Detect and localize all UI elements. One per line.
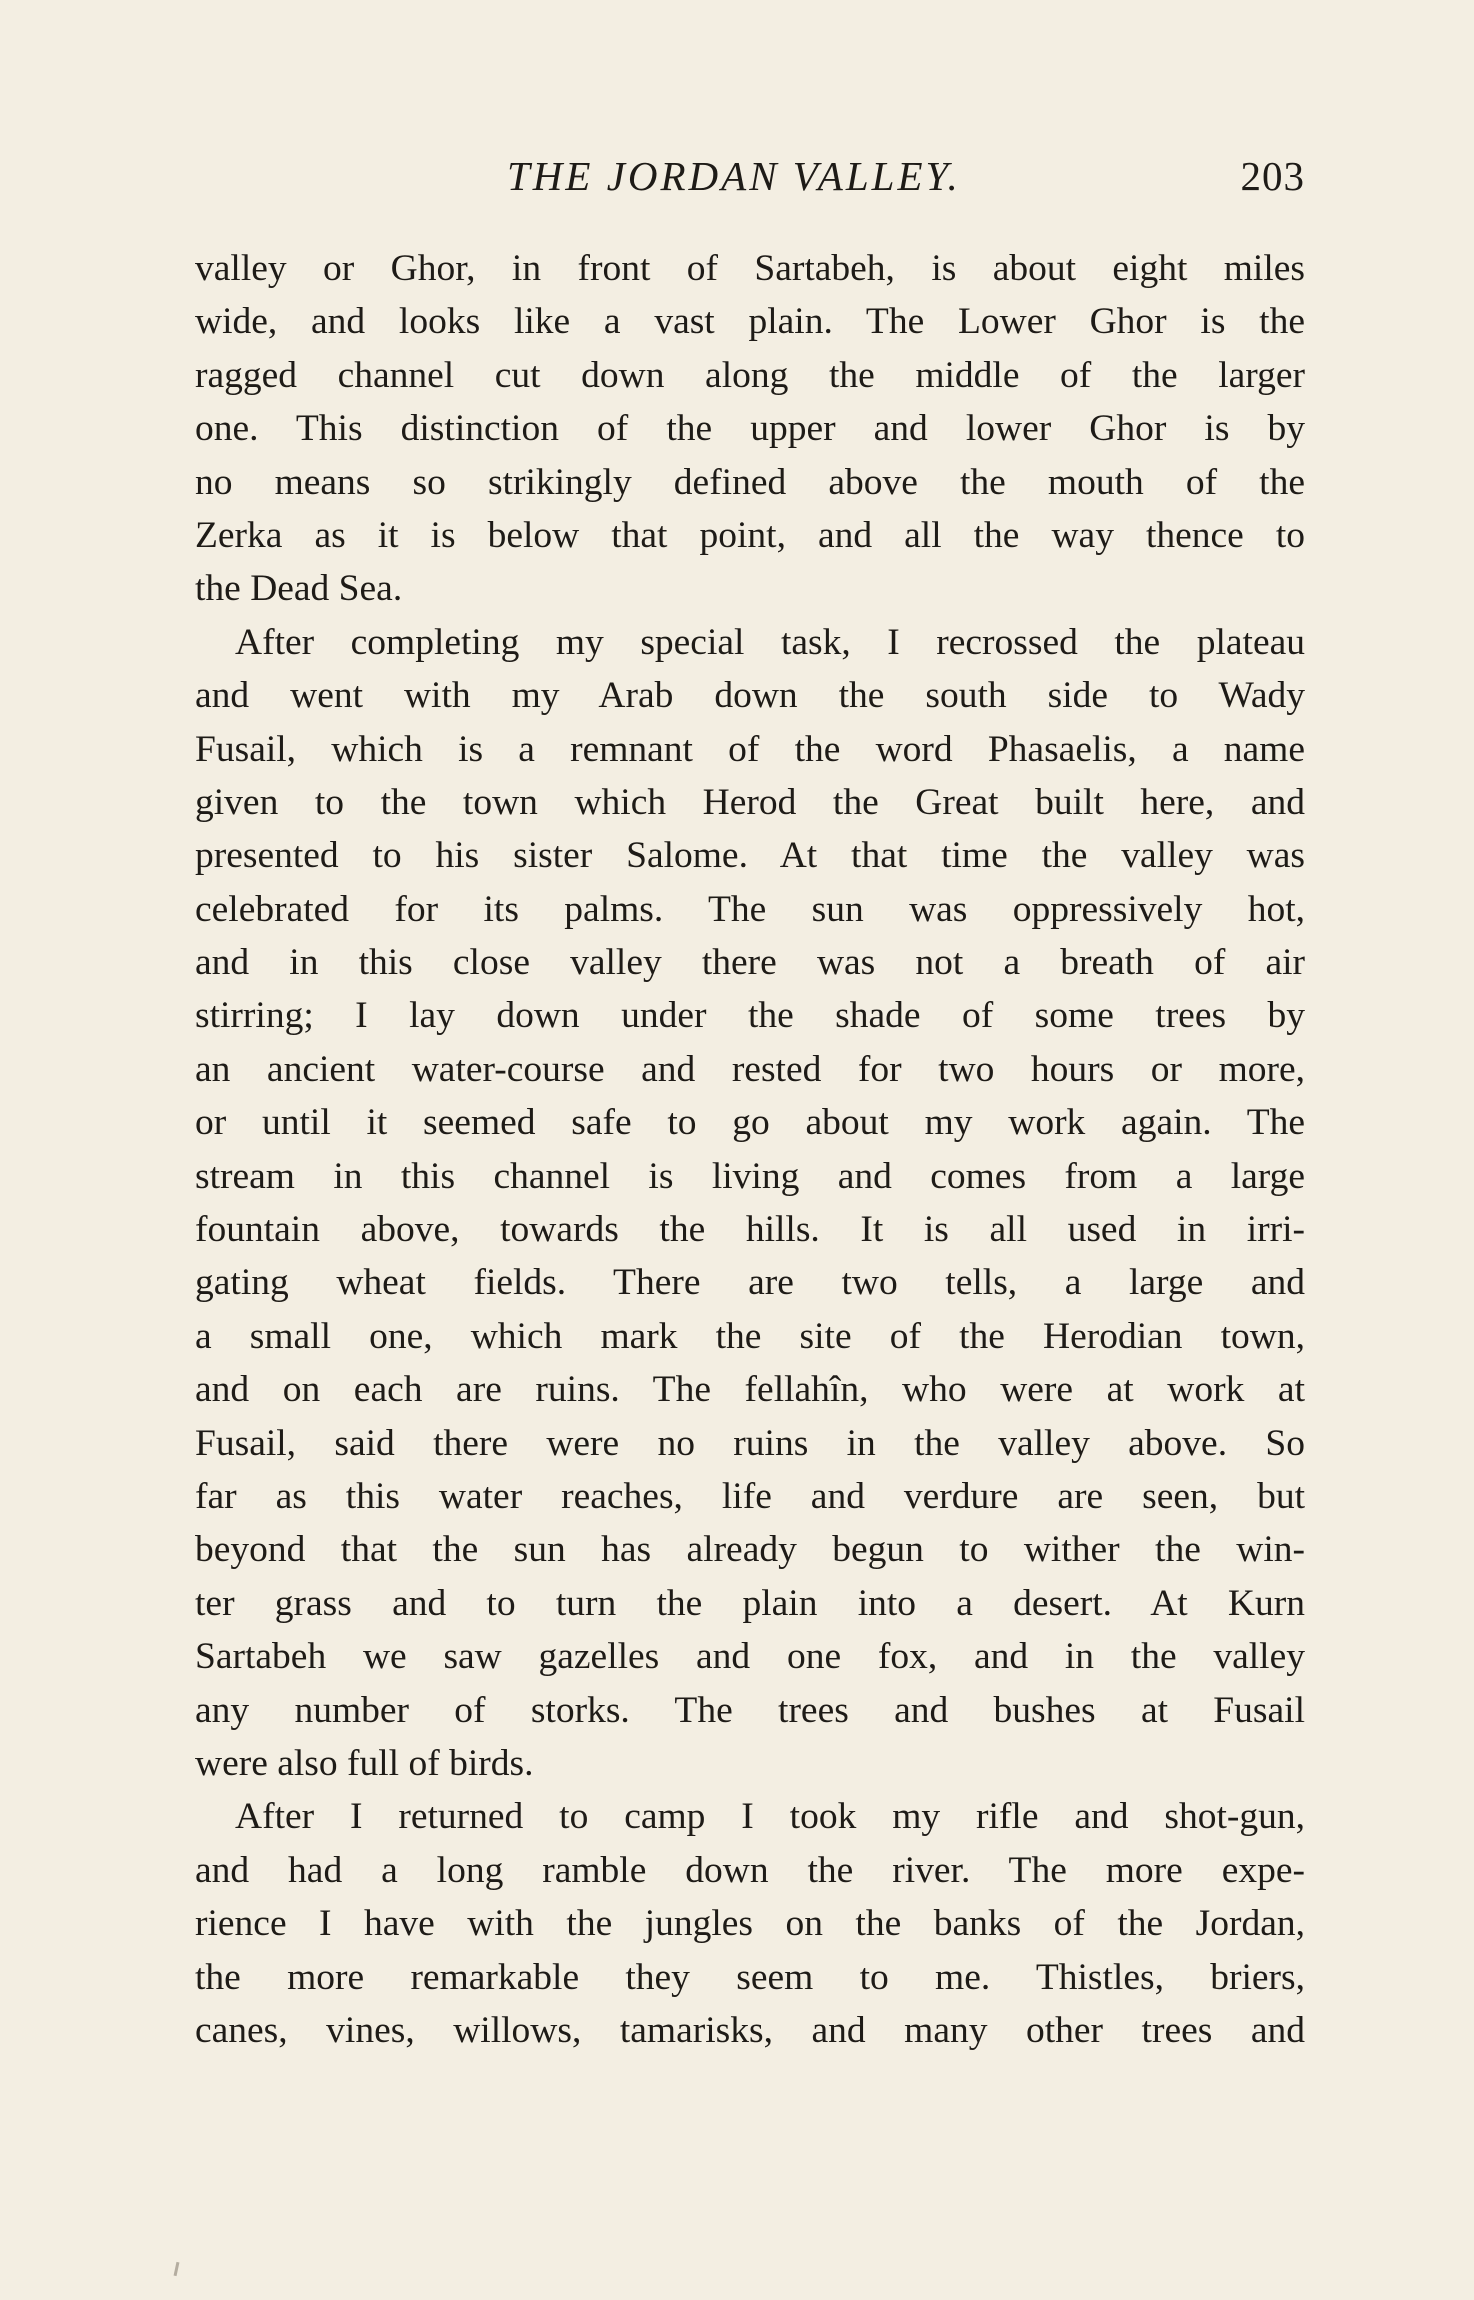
text-line: ragged channel cut down along the middle of the larger (195, 354, 1305, 396)
text-line: and went with my Arab down the south side to Wady (195, 675, 1305, 717)
text-line: any number of storks. The trees and bushes at Fusail (195, 1689, 1305, 1731)
paragraph-3 (195, 1790, 1305, 2057)
text-line: were also full of birds. (195, 1742, 534, 1784)
text-line: far as this water reaches, life and verdure are seen, but (195, 1475, 1305, 1517)
text-line: a small one, which mark the site of the Herodian town, (195, 1315, 1305, 1357)
running-head (195, 148, 1305, 208)
text-line: stream in this channel is living and comes from a large (195, 1155, 1305, 1197)
paper-speck-mark (174, 2262, 180, 2276)
text-line: Fusail, said there were no ruins in the valley above. So (195, 1422, 1305, 1464)
paragraph-1 (195, 242, 1305, 616)
text-line: and in this close valley there was not a breath of air (195, 942, 1305, 984)
text-line: the more remarkable they seem to me. Thistles, briers, (195, 1956, 1305, 1998)
text-line: canes, vines, willows, tamarisks, and many other trees and (195, 2009, 1305, 2051)
text-line: and on each are ruins. The fellahîn, who were at work at (195, 1369, 1305, 1411)
text-line: no means so strikingly defined above the mouth of the (195, 461, 1305, 503)
text-line: stirring; I lay down under the shade of some trees by (195, 995, 1305, 1037)
page-number: 203 (1240, 153, 1305, 199)
text-line: and had a long ramble down the river. The more expe- (195, 1849, 1305, 1891)
running-title: THE JORDAN VALLEY. (507, 153, 961, 199)
text-line: presented to his sister Salome. At that time the valley was (195, 835, 1305, 877)
text-line: given to the town which Herod the Great built here, and (195, 781, 1305, 823)
text-line: beyond that the sun has already begun to wither the win- (195, 1529, 1305, 1571)
text-line: Fusail, which is a remnant of the word Phasaelis, a name (195, 728, 1305, 770)
text-line: fountain above, towards the hills. It is all used in irri- (195, 1209, 1305, 1251)
paragraph-2 (195, 616, 1305, 1791)
text-line: valley or Ghor, in front of Sartabeh, is about eight miles (195, 248, 1305, 289)
text-line: ter grass and to turn the plain into a desert. At Kurn (195, 1582, 1305, 1624)
text-line: Sartabeh we saw gazelles and one fox, and in the valley (195, 1636, 1305, 1678)
text-line: wide, and looks like a vast plain. The Lower Ghor is the (195, 301, 1305, 343)
text-line: celebrated for its palms. The sun was oppressively hot, (195, 888, 1305, 930)
text-line: After completing my special task, I recrossed the plateau (235, 621, 1305, 663)
text-line: an ancient water-course and rested for two hours or more, (195, 1048, 1305, 1090)
text-line: Zerka as it is below that point, and all the way thence to (195, 514, 1305, 556)
text-line: one. This distinction of the upper and lower Ghor is by (195, 408, 1305, 450)
body-text (195, 242, 1305, 2057)
text-line: the Dead Sea. (195, 568, 403, 610)
text-line: rience I have with the jungles on the banks of the Jordan, (195, 1903, 1305, 1945)
text-line: After I returned to camp I took my rifle and shot-gun, (235, 1796, 1305, 1838)
text-line: gating wheat fields. There are two tells, a large and (195, 1262, 1305, 1304)
text-line: or until it seemed safe to go about my work again. The (195, 1102, 1305, 1144)
